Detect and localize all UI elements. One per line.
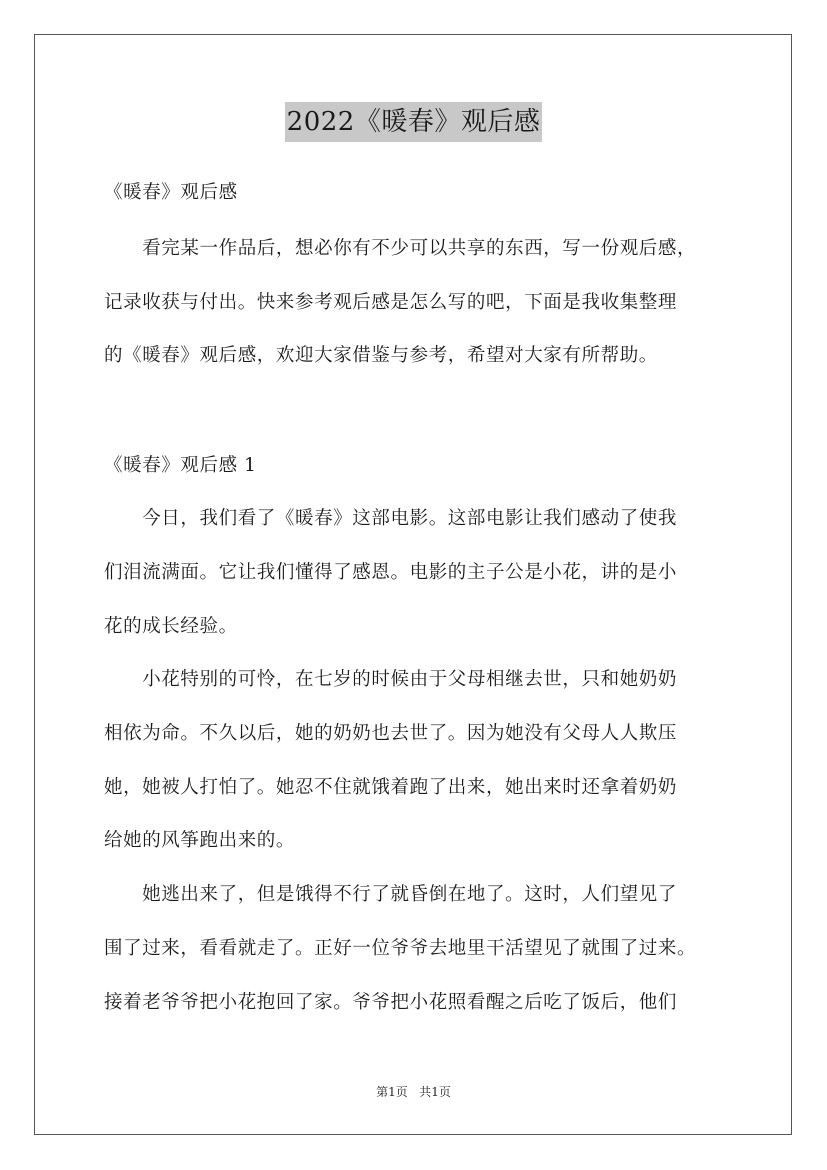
page-footer: 第1页 共1页 [376, 1085, 451, 1099]
document-title: 2022《暖春》观后感 [285, 102, 543, 142]
body-line: 接着老爷爷把小花抱回了家。爷爷把小花照看醒之后吃了饭后，他们 [104, 992, 678, 1013]
document-subtitle: 《暖春》观后感 [104, 182, 238, 203]
body-line: 相依为命。不久以后，她的奶奶也去世了。因为她没有父母人人欺压 [104, 723, 678, 744]
body-line: 小花特别的可怜，在七岁的时候由于父母相继去世，只和她奶奶 [104, 669, 678, 690]
section-heading: 《暖春》观后感 1 [104, 455, 257, 476]
body-line: 给她的风筝跑出来的。 [104, 830, 296, 851]
intro-line: 看完某一作品后，想必你有不少可以共享的东西，写一份观后感， [104, 238, 697, 259]
title-container [0, 102, 827, 142]
body-line: 花的成长经验。 [104, 616, 238, 637]
intro-line: 的《暖春》观后感，欢迎大家借鉴与参考，希望对大家有所帮助。 [104, 345, 658, 366]
body-line: 今日，我们看了《暖春》这部电影。这部电影让我们感动了使我 [104, 508, 678, 529]
body-line: 们泪流满面。它让我们懂得了感恩。电影的主子公是小花，讲的是小 [104, 562, 678, 583]
intro-line: 记录收获与付出。快来参考观后感是怎么写的吧，下面是我收集整理 [104, 292, 678, 313]
body-line: 她，她被人打怕了。她忍不住就饿着跑了出来，她出来时还拿着奶奶 [104, 777, 678, 798]
body-line: 围了过来，看看就走了。正好一位爷爷去地里干活望见了就围了过来。 [104, 938, 697, 959]
body-line: 她逃出来了，但是饿得不行了就昏倒在地了。这时，人们望见了 [104, 884, 678, 905]
